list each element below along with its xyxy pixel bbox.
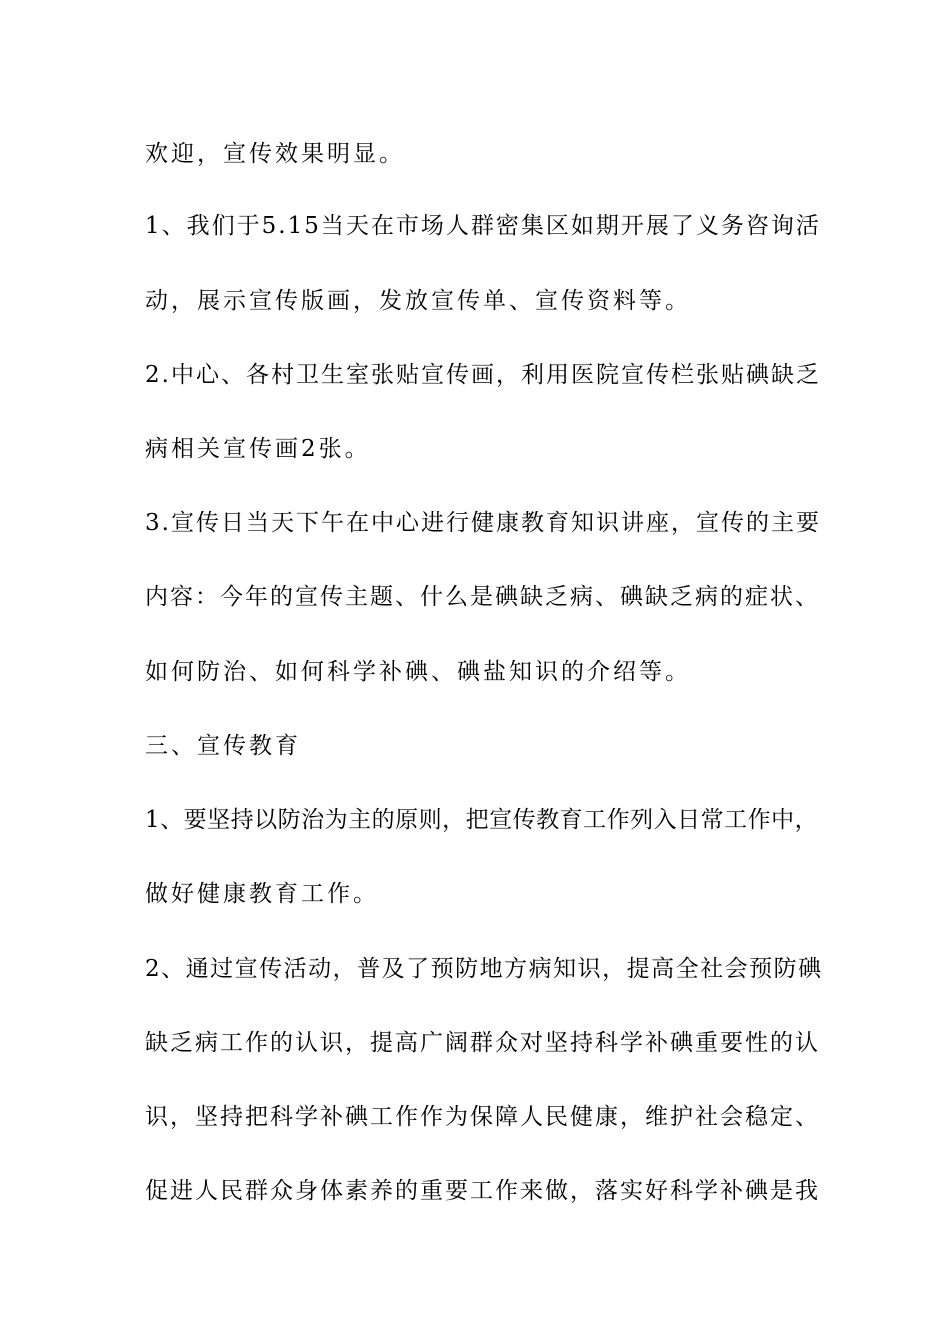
- text-line: 2.中心、各村卫生室张贴宣传画，利用医院宣传栏张贴碘缺乏: [145, 362, 821, 388]
- text-line: 1、我们于5.15当天在市场人群密集区如期开展了义务咨询活: [145, 213, 821, 239]
- text-line: 动，展示宣传版画，发放宣传单、宣传资料等。: [145, 288, 691, 314]
- text-line: 2、通过宣传活动，普及了预防地方病知识，提高全社会预防碘: [145, 956, 823, 982]
- section-heading: 三、宣传教育: [145, 733, 301, 759]
- text-line: 如何防治、如何科学补碘、碘盐知识的介绍等。: [145, 659, 691, 685]
- text-line: 欢迎，宣传效果明显。: [145, 141, 405, 167]
- text-line: 识，坚持把科学补碘工作作为保障人民健康，维护社会稳定、: [145, 1104, 820, 1130]
- text-line: 促进人民群众身体素养的重要工作来做，落实好科学补碘是我: [145, 1178, 820, 1204]
- text-line: 做好健康教育工作。: [145, 881, 379, 907]
- text-line: 内容：今年的宣传主题、什么是碘缺乏病、碘缺乏病的症状、: [145, 584, 820, 610]
- text-line: 病相关宣传画2张。: [145, 436, 371, 462]
- text-line: 1、要坚持以防治为主的原则，把宣传教育工作列入日常工作中，: [145, 807, 819, 833]
- text-line: 缺乏病工作的认识，提高广阔群众对坚持科学补碘重要性的认: [145, 1030, 820, 1056]
- text-line: 3.宣传日当天下午在中心进行健康教育知识讲座，宣传的主要: [145, 510, 821, 536]
